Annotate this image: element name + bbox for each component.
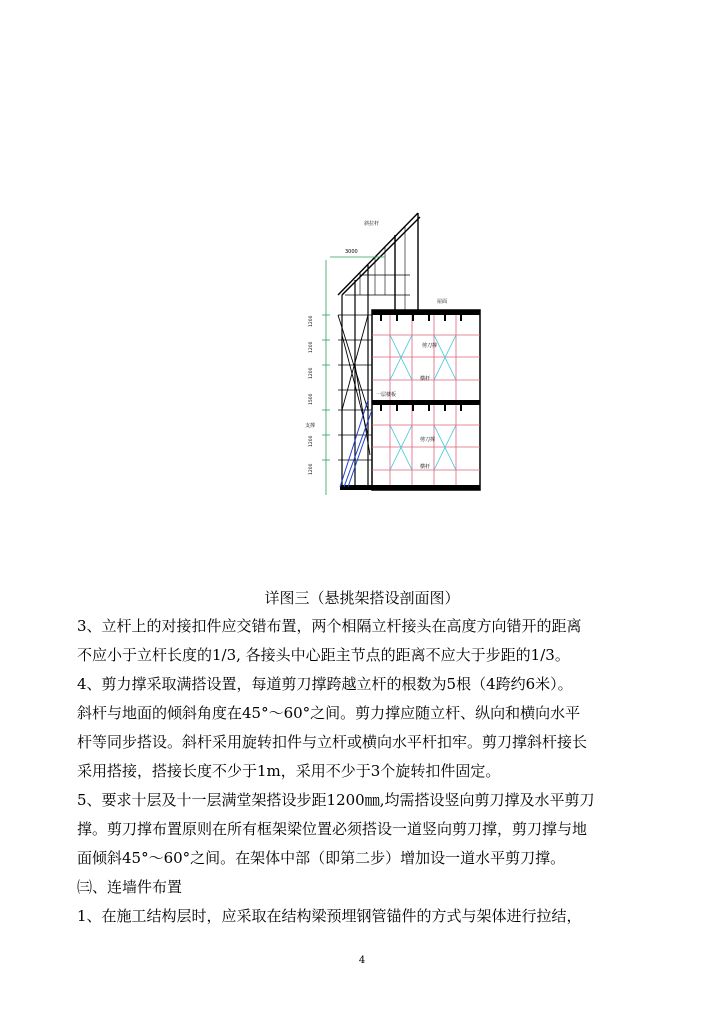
label-inner-bottom-b: 横杆 [420,464,431,470]
scaffold-svg [300,195,500,505]
text-line-2: 不应小于立杆长度的1/3, 各接头中心距主节点的距离不应大于步距的1/3。 [77,646,570,664]
label-top-right: 斜拉杆 [364,221,380,227]
dim-label-6: 1200 [309,463,314,475]
dim-label-5: 1200 [309,435,314,447]
label-inner-top-b: 横杆 [420,376,431,382]
blue-braces [340,400,372,487]
text-line-11: 1、在施工结构层时，应采取在结构梁预埋钢管锚件的方式与架体进行拉结， [77,907,582,925]
label-inner-top-a: 剪刀撑 [422,343,438,349]
scaffold-section-drawing [300,195,500,505]
dim-label-4: 1500 [309,393,314,405]
dim-label-2: 1200 [309,341,314,353]
text-line-8: 撑。剪刀撑布置原则在所有框架梁位置必须搭设一道竖向剪刀撑，剪刀撑与地 [77,820,588,838]
scaffold-poles [342,265,368,485]
text-line-5: 杆等同步搭设。斜杆采用旋转扣件与立杆或横向水平杆扣牢。剪刀撑斜杆接长 [77,733,588,751]
section-heading: ㈢、连墙件布置 [77,878,183,896]
slab-bottom [340,485,480,490]
label-right-tag: 屋面 [437,299,448,305]
dim-label-1: 1200 [309,315,314,327]
dim-label-3: 1200 [309,367,314,379]
text-line-7: 5、要求十层及十一层满堂架搭设步距1200㎜,均需搭设竖向剪刀撑及水平剪刀 [77,791,595,809]
slab-middle [372,400,480,405]
label-mid-mark: 一层楼板 [376,392,397,398]
text-line-1: 3、立杆上的对接扣件应交错布置，两个相隔立杆接头在高度方向错开的距离 [77,617,582,635]
page-number: 4 [358,955,366,966]
text-line-3: 4、剪力撑采取满搭设置，每道剪刀撑跨越立杆的根数为5根（4跨约6米）。 [77,675,573,693]
slab-top [372,310,480,315]
figure-caption: 详图三（悬挑架搭设剖面图） [264,589,460,607]
text-line-4: 斜杆与地面的倾斜角度在45°～60°之间。剪力撑应随立杆、纵向和横向水平 [77,704,581,722]
diagonal-braces [338,315,370,455]
text-line-9: 面倾斜45°～60°之间。在架体中部（即第二步）增加设一道水平剪刀撑。 [77,849,566,867]
scaffold-ledgers [338,275,410,460]
label-dimension-top: 3000 [345,249,358,255]
roof-canopy [338,213,420,310]
label-inner-bottom-a: 剪刀撑 [420,437,436,443]
text-line-6: 采用搭接，搭接长度不少于1m，采用不少于3个旋转扣件固定。 [77,762,501,780]
label-side-mark: 支撑 [305,423,316,429]
